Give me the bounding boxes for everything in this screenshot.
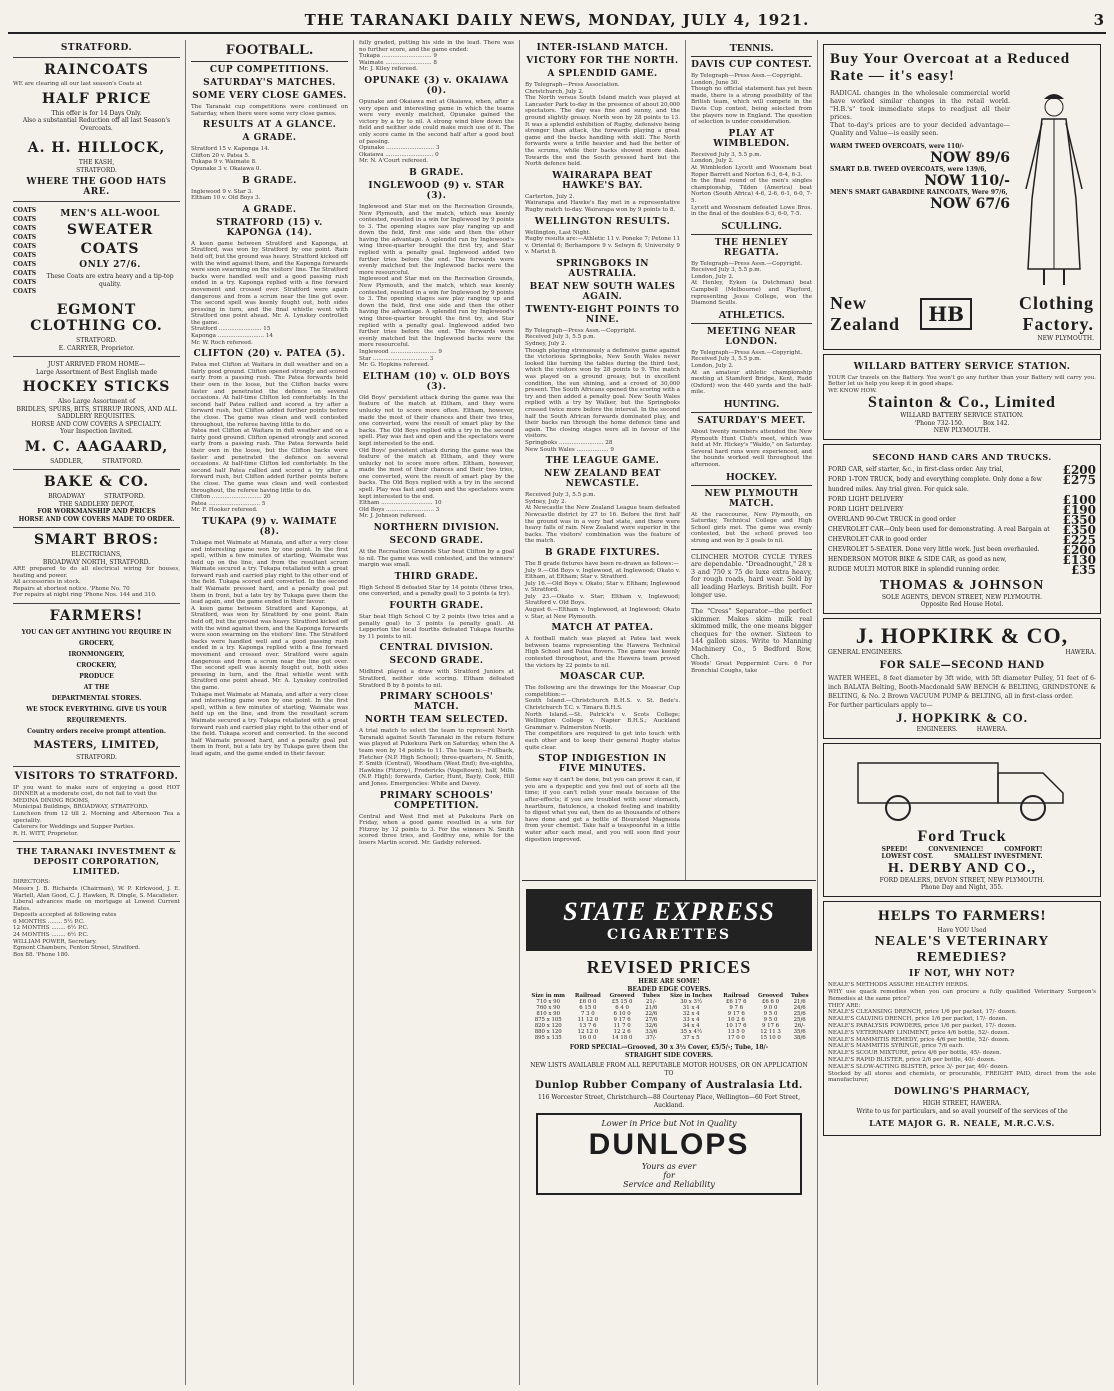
score: Tukapa ............................ 9 Waimate .......................... 8 Mr. J. Kiley refereed.: [359, 53, 437, 73]
cars-title: SECOND HAND CARS AND TRUCKS.: [872, 451, 1052, 462]
article-text: At the Recreation Grounds Star beat Clifton by a goal to nil. The game was well contested, and the winners' margin was small.: [359, 549, 514, 569]
subhead: VICTORY FOR THE NORTH.: [526, 56, 679, 66]
ford-truck-ad: [823, 743, 1101, 897]
neale-ad: [823, 901, 1101, 1136]
article-text: Old Boys' persistent attack during the game was the feature of the match at Eltham, and they were unlucky not to score more often. Eltham, however, made the most of their chances and their two tries, one converted, were the result of smart play by the backs. The Old Boys replied with a try in the second spell. Play was fast and open and the spectators were kept interested to the end.: [359, 394, 514, 447]
cars-ad: [823, 444, 1101, 614]
article-text: The Taranaki cup competitions were continued on Saturday, when there were some very close games.: [191, 104, 348, 117]
match-heading: TUKAPA (9) v. WAIMATE (8).: [202, 516, 337, 537]
article-text: Tukapa met Waimate at Manaia, and after a very close and interesting game won by one point. In the first spell, within a few minutes of starting, Waimate was held up on the line, and from the resultant scrum Waimate secured a try. Tukapa retaliated with a great forward rush and carried play right to the other end of the field. Tukapa scored and converted. In the second half Waimate pressed hard, and a penalty goal put them in front, but a late try by Tukapa gave them the lead again, and the game ended in their favour.: [191, 539, 348, 606]
thomas-johnson: THOMAS & JOHNSON: [879, 577, 1045, 593]
page-number: 3: [1093, 11, 1104, 29]
car-label: FORD LIGHT DELIVERY: [828, 495, 904, 503]
dunlop-ad: [536, 1113, 802, 1195]
cigarettes-label: CIGARETTES: [607, 927, 731, 943]
article-text: Central and West End met at Pukekura Park on Friday, when a good game resulted in a win for Fitzroy by 12 points to 3. For the winners N. Smith scored three tries, and Godfrey one, while for the losers Martin scored. Mr. Gadsby refereed.: [359, 813, 514, 846]
section-label: STRATFORD.: [60, 43, 133, 53]
state-express-ad: [526, 889, 812, 951]
subhead: A GRADE.: [242, 204, 297, 215]
egmont-name: EGMONT CLOTHING CO.: [30, 302, 163, 335]
article-text: Patea met Clifton at Waitara in dull weather and on a fairly good ground. Clifton opened strongly and scored early from a passing rush. The Patea forwards held their own in the loose, but the Clifton backs were faster and penetrated the defence on several occasions. At half-time Clifton led comfortably. In the second half Patea rallied and scored a try after a forward rush, but Clifton added further points before the close. The game was clean and well contested throughout, the referee having little to do.: [191, 362, 348, 428]
subhead: SOME VERY CLOSE GAMES.: [192, 91, 347, 101]
masthead: [8, 10, 1106, 34]
car-price: £200: [1062, 462, 1096, 477]
tyre-col-header: Railroad: [574, 993, 601, 999]
egmont-address: STRATFORD. E. CARRYER, Proprietor.: [58, 337, 135, 352]
subhead: MEETING NEAR LONDON.: [706, 326, 797, 347]
for-sale: FOR SALE—SECOND HAND: [879, 660, 1045, 672]
hb-location: NEW PLYMOUTH.: [1037, 335, 1094, 342]
overcoat-item: SMART D.B. TWEED OVERCOATS, were 139/6,: [830, 166, 987, 173]
overcoat-price: NOW 110/-: [924, 173, 1010, 189]
car-price: £275: [1062, 472, 1096, 487]
aagaard-name: M. C. AAGAARD,: [24, 438, 169, 455]
article-text: Tukapa met Waimate at Manaia, and after a very close and interesting game won by one point. In the first spell, within a few minutes of starting, Waimate was held up on the line, and from the resultant scrum Waimate secured a try. Tukapa retaliated with a great forward rush and carried play right to the other end of the field. Tukapa scored and converted. In the second half Waimate pressed hard, and a penalty goal put them in front, but a late try by Tukapa gave them the lead again, and the game ended in their favour.: [191, 691, 348, 757]
neale-title: NEALE'S VETERINARY REMEDIES?: [874, 934, 1050, 966]
subhead: B GRADE.: [242, 175, 297, 186]
aagaard-address: SADDLER, STRATFORD.: [50, 457, 143, 465]
hopkirk-sig: J. HOPKIRK & CO.: [896, 710, 1028, 726]
coats-heading: COATS: [80, 241, 140, 258]
overcoat-price: NOW 89/6: [930, 150, 1010, 166]
article-text: The North versus South Island match was played at Lancaster Park to-day in the presence of about 20,000 spectators. The day was fine and sunny, and the ground slightly greasy. North won by 28 points to 13. It was a splendid exhibition of Rugby, defensive being stronger than attack, the forwards playing a great game and the backs handling with skill. The North forwards were a trifle heavier and had the better of the scrums, while their backs showed more dash. Towards the end the South pressed hard but the North defence held.: [525, 95, 680, 168]
article-text: The following are the drawings for the Moascar Cup competition:— South Island.—Christchurch B.H.S. v. St. Bede's. Christchurch T.C. v. Timaru B.H.S. North Island.—St. Patrick's v. Scots College; Wellington College v. Napier B.H.S.; Auckland Grammar v. Palmerston North. The competitors are required to get into touch with each other and to keep their general Rugby status quite clear.: [525, 685, 680, 751]
article-text: Carterton, July 2. Wairarapa and Hawke's Bay met in a representative Rugby match to-day. Wairarapa won by 9 points to 8.: [525, 193, 680, 213]
farmers-heading: FARMERS!: [49, 608, 144, 625]
farmers-text: YOU CAN GET ANYTHING YOU REQUIRE IN GROCERY, IRONMONGERY, CROCKERY, PRODUCE AT THE DEPARTMENTAL STORES. WE STOCK EVERYTHING. GIVE US YOUR REQUIREMENTS. Country orders receive prompt attention.: [21, 629, 172, 736]
dunlop-tagline: Lower in Price but Not in Quality: [601, 1119, 737, 1128]
bake-address: BROADWAY STRATFORD. THE SADDLERY DEPOT,: [48, 493, 145, 508]
subhead: RESULTS AT A GLANCE.: [202, 120, 337, 131]
tyre-col-header: Grooved: [758, 993, 783, 999]
tyre-row: 875 x 105 11 12 0 9 17 6 27/6 33 x 4 10 2 6 9 5 0 25/6: [534, 1017, 806, 1023]
tyre-row: 760 x 90 6 15 0 6 4 0 21/6 31 x 4 9 7 6 9 0 0 24/6: [536, 1005, 806, 1011]
article-text: Midhirst played a draw with Stratford Juniors at Stratford, neither side scoring. Eltham defeated Stratford B by 8 points to nil.: [359, 669, 514, 689]
article-text: High School B defeated Star by 14 points (three tries, one converted, and a penalty goal) to 3 points (a try).: [359, 584, 514, 598]
tyre-row: 895 x 135 16 0 0 14 18 0 37/- 37 x 5 17 0 0 15 10 0 38/6: [534, 1035, 806, 1041]
clothing-factory: Clothing Factory.: [1018, 293, 1094, 334]
car-listing: [828, 562, 1096, 577]
article-text: fully graded, putting his side in the lead. There was no further score, and the game ended:: [359, 40, 514, 53]
car-listing: [828, 512, 1096, 527]
raincoats-heading: RAINCOATS: [44, 62, 149, 78]
offer-text: This offer is for 14 Days Only. Also a substantial Reduction off all last Season's Overcoats.: [22, 109, 171, 132]
article-text: Received July 3, 5.5 p.m. London, July 2. At Wimbledon Lycett and Woosnam beat Roper Barrett and Norton 6-3, 6-4, 6-3. In the final round of the men's singles championship, Tilden (America) beat Norton (South Africa) 4-6, 2-6, 6-1, 6-0, 7-5. Lycett and Woosnam defeated Lowe Bros. in the final of the doubles 6-3, 6-0, 7-5.: [691, 151, 812, 218]
subhead: NEW PLYMOUTH MATCH.: [704, 488, 799, 509]
car-label: FORD CAR, self starter, &c., in first-class order. Any trial,: [828, 465, 1004, 473]
sweater-heading: SWEATER: [66, 222, 154, 239]
tyre-col-header: Size in mm: [531, 993, 565, 999]
car-listing: [828, 532, 1096, 547]
article-text: A trial match to select the team to represent North Taranaki against South Taranaki in the return fixture was played at Pukekura Park on Saturday, when the A team won by 14 points to 11. The team is:—Fullback, Fletcher (N.P. High School); three-quarters, N. Smith, F. Smith (Central), Woodham (West End); five-eighths, Hawkins (Fitzroy), Fredericks (Vogeltown); half, Mills (N.P. High); forwards, Carter, Hunt, Bayly, Cook, Hill and Jones. Emergencies: White and Davey.: [359, 728, 514, 787]
article-text: A football match was played at Patea last week between teams representing the Hawera Technical High School and Patea Rovers. The game was keenly contested throughout, and the Hawera team proved the victors by 22 points to nil.: [525, 636, 680, 669]
article-text: The B grade fixtures have been re-drawn as follows:— July 9.—Old Boys v. Inglewood, at Inglewood; Okato v. Eltham, at Eltham; Star v. Stratford. July 16.—Old Boys v. Okato; Star v. Eltham; Inglewood v. Stratford. July 23.—Okato v. Star; Eltham v. Inglewood; Stratford v. Old Boys. August 6.—Eltham v. Inglewood, at Inglewood; Okato v. Star, at New Plymouth.: [525, 560, 680, 620]
article-text: Opunake and Okaiawa met at Okaiawa, when, after a very open and interesting game in which the teams were very evenly matched, Opunake gained the victory by a try to nil. A strong wind blew down the field and neither side could make much use of it. The only score came in the second half after a good bout of passing.: [359, 98, 514, 145]
article-text: By Telegraph—Press Assn.—Copyright. Received July 3, 5.5 p.m. London, July 2. At Henley, Eyken (a Dutchman) beat Campbell (Melbourne) and Playford, representing Jesus College, won the Diamond Sculls.: [691, 260, 812, 307]
masthead-title: THE TARANAKI DAILY NEWS, MONDAY, JULY 4, 1921.: [304, 11, 810, 29]
subhead: CUP COMPETITIONS.: [209, 65, 330, 75]
column-football-cont: [354, 40, 520, 1385]
raincoats-text: WE are clearing all our last season's Coats at: [13, 81, 142, 87]
tyre-row: 710 x 90 £6 0 0 £5 15 0 21/- 30 x 3½ £6 17 6 £6 6 0 21/6: [536, 999, 806, 1005]
subhead: DAVIS CUP CONTEST.: [691, 60, 812, 70]
ford-truck-sub: SPEED! CONVENIENCE! COMFORT! LOWEST COST. SMALLEST INVESTMENT.: [881, 845, 1043, 861]
masters-name: MASTERS, LIMITED,: [33, 740, 160, 752]
dowling-address: HIGH STREET, HAWERA. Write to us for particulars, and so avail yourself of the services of the: [856, 1100, 1068, 1115]
car-listing: [828, 522, 1096, 537]
subhead: THE LEAGUE GAME.: [545, 456, 660, 467]
results-list: Inglewood 9 v. Star 3. Eltham 10 v. Old Boys 3.: [191, 188, 261, 202]
match-heading: STRATFORD (15) v. KAPONGA (14).: [216, 217, 323, 238]
revised-sub: HERE ARE SOME! BEADED EDGE COVERS.: [627, 978, 711, 993]
smart-text: ARE prepared to do all electrical wiring for houses, heating and power. All accessories in stock. Repairs at shortest notice. 'Phone No. 70 For repairs at night ring 'Phone Nos. 144 and 310.: [13, 566, 180, 599]
overcoat-item: WARM TWEED OVERCOATS, were 110/-: [830, 143, 965, 150]
column-stratford-ads: [8, 40, 186, 1385]
hopkirk-name: J. HOPKIRK & CO,: [855, 622, 1069, 648]
article-text: Inglewood and Star met on the Recreation Grounds, New Plymouth, and the match, which was keenly contested, resulted in a win for Inglewood by 9 points to 3. The opening stages saw play ranging up and down the field, first one side and then the other having the advantage. A splendid run by Inglewood's wing three-quarter brought the first try, and Star replied with a penalty goal. Inglewood added two further tries before the end. The forwards were evenly matched but the Inglewood backs were the more resourceful.: [359, 276, 514, 349]
subhead: SATURDAY'S MATCHES.: [203, 78, 336, 88]
subhead: SECOND GRADE.: [389, 536, 484, 547]
score: Clifton ............................ 20 Patea ............................. 5 Mr. F. Hooker refereed.: [191, 494, 271, 514]
article-text: Wellington, Last Night. Rugby results are:—Athletic 11 v. Poneke 7; Petone 11 v. Oriental 6; Berhampore 9 v. Selwyn 8; University 9 v. Marist 8.: [525, 229, 680, 256]
subhead: NORTHERN DIVISION.: [373, 523, 500, 534]
subhead: A SPLENDID GAME.: [547, 69, 658, 79]
smart-sub: ELECTRICIANS, BROADWAY NORTH, STRATFORD.: [42, 551, 151, 566]
willard-text: YOUR Car travels on the Battery. You won't go any further than your Battery will carry you. Better let us help you keep it in good shape. WE KNOW HOW.: [828, 374, 1096, 394]
article-text: Received July 3, 5.5 p.m. Sydney, July 2. At Newcastle the New Zealand League team defeated Newcastle district by 27 to 16. Before the first half the ground was in a very bad state, and there were heavy falls of rain. New Zealand were superior in the backs. The visitors' combination was the feature of the match.: [525, 492, 680, 545]
car-label: CHEVROLET 5-SEATER. Done very little work. Just been overhauled.: [828, 545, 1040, 553]
masters-address: STRATFORD.: [76, 754, 117, 762]
half-price-heading: HALF PRICE: [41, 90, 152, 107]
dateline: By Telegraph—Press Assn.—Copyright. London, June 30.: [691, 73, 803, 86]
visitors-text: IF you want to make sure of enjoying a good HOT DINNER at a moderate cost, do not fail to visit the MEDINA DINING ROOMS, Municipal Buildings, BROADWAY, STRATFORD. Luncheon from 12 till 2. Morning and Afternoon Tea a speciality. Caterers for Weddings and Supper Parties. R. H. WITT, Proprietor.: [13, 784, 180, 837]
subhead: NEW ZEALAND BEAT NEWCASTLE.: [544, 469, 661, 490]
subhead: PLAY AT WIMBLEDON.: [713, 128, 790, 149]
subhead: B GRADE FIXTURES.: [545, 547, 660, 558]
car-listing: [828, 462, 1096, 477]
subhead: PRIMARY SCHOOLS' COMPETITION.: [379, 790, 494, 811]
tyre-col-header: Railroad: [723, 993, 750, 999]
car-listing: [828, 552, 1096, 567]
car-label: OVERLAND 90-Cwt TRUCK in good order: [828, 515, 956, 523]
car-label: HENDERSON MOTOR BIKE & SIDE CAR, as good as new,: [828, 555, 1007, 563]
hopkirk-town: HAWERA.: [1065, 648, 1096, 656]
car-price: £35: [1070, 562, 1096, 577]
dateline: By Telegraph—Press Association. Christchurch, July 2.: [525, 82, 620, 95]
subhead: THE HENLEY REGATTA.: [714, 237, 789, 258]
new-lists: NEW LISTS AVAILABLE FROM ALL REPUTABLE MOTOR HOUSES, OR ON APPLICATION TO: [530, 1062, 808, 1077]
score: Eltham ............................. 10 Old Boys ........................... 3 Mr. J. Johnson refereed.: [359, 500, 442, 520]
article-text: At the racecourse, New Plymouth, on Saturday, Technical College and High School girls met. The game was evenly contested, but the school proved too strong and won by 3 goals to nil.: [691, 511, 812, 544]
bake-text: FOR WORKMANSHIP AND PRICES HORSE AND COW COVERS MADE TO ORDER.: [18, 508, 175, 523]
hockey-section: HOCKEY.: [691, 471, 812, 486]
just-arrived: JUST ARRIVED FROM HOME— Large Assortment of Best English made: [35, 361, 158, 376]
dateline: By Telegraph—Press Assn.—Copyright. Received July 3, 5.5 p.m. Sydney, July 2.: [525, 327, 637, 348]
subhead: INTER-ISLAND MATCH.: [536, 43, 669, 53]
subhead: PRIMARY SCHOOLS' MATCH.: [379, 692, 494, 713]
sweater-pre: MEN'S ALL-WOOL: [60, 209, 160, 220]
hockey-sticks: HOCKEY STICKS: [22, 379, 171, 396]
overcoat-title: Buy Your Overcoat at a Reduced Rate — it's easy!: [830, 51, 1071, 84]
subhead: WELLINGTON RESULTS.: [534, 216, 671, 227]
car-price: £200: [1062, 542, 1096, 557]
subhead: FOURTH GRADE.: [389, 601, 484, 611]
stainton-name: Stainton & Co., Limited: [868, 394, 1056, 412]
hats-tagline: WHERE THE GOOD HATS ARE.: [26, 177, 167, 198]
derby-sub: FORD DEALERS, DEVON STREET, NEW PLYMOUTH. Phone Day and Night, 355.: [879, 876, 1045, 892]
car-listing: [828, 502, 1096, 517]
car-label: CHEVROLET CAR—Only been used for demonstrating. A real Bargain at: [828, 525, 1050, 533]
willard-title: WILLARD BATTERY SERVICE STATION.: [853, 361, 1071, 372]
match-heading: OPUNAKE (3) v. OKAIAWA (0).: [364, 75, 509, 96]
hopkirk-ad: [823, 618, 1101, 739]
dunlops-logo: DUNLOPS: [588, 1128, 750, 1161]
taranaki-heading: THE TARANAKI INVESTMENT & DEPOSIT CORPORATION, LIMITED.: [16, 846, 177, 877]
hopkirk-footer: ENGINEERS. HAWERA.: [916, 726, 1008, 734]
bake-name: BAKE & CO.: [43, 474, 150, 491]
clincher-ad: CLINCHER MOTOR CYCLE TYRES are dependable. "Dreadnought," 28 x 3 and 750 x 75 de luxe extra heavy, for rough roads, hard wear. Sold by all leading Harleys. British built. For longer use.: [691, 552, 812, 599]
tyre-row: 880 x 120 12 12 0 12 2 6 33/6 35 x 4½ 13 5 0 12 11 3 35/6: [534, 1029, 806, 1035]
hockey-sub: Also Large Assortment of BRIDLES, SPURS, BITS, STIRRUP IRONS, AND ALL SADDLERY REQUISITES. HORSE AND COW COVERS A SPECIALTY. Your Inspection Invited.: [16, 398, 177, 436]
car-price: £350: [1062, 512, 1096, 527]
article-text: Though no official statement has yet been made, there is a strong possibility of the British team, which will compete in the Davis Cup contest, being selected from the players now in England. The question of selection is under consideration.: [691, 86, 812, 126]
tyre-col-header: Tubes: [642, 993, 661, 999]
tyre-col-header: Grooved: [609, 993, 635, 999]
dunlop-company: Dunlop Rubber Company of Australasia Ltd.: [535, 1080, 803, 1091]
man-in-overcoat-illustration: [1014, 89, 1094, 289]
subhead: MOASCAR CUP.: [559, 672, 646, 683]
tennis-section: TENNIS.: [691, 42, 812, 57]
subhead: SATURDAY'S MEET.: [697, 416, 806, 426]
subhead: A GRADE.: [242, 133, 297, 144]
subhead: BEAT NEW SOUTH WALES AGAIN.: [529, 281, 676, 302]
coats-list: COATS COATS COATS COATS COATS COATS COATS COATS COATS COATS: [13, 207, 37, 296]
car-price: £225: [1062, 532, 1096, 547]
sweater-price: ONLY 27/6.: [79, 260, 141, 271]
revised-prices: REVISED PRICES: [586, 957, 752, 977]
match-heading: CLIFTON (20) v. PATEA (5).: [193, 349, 346, 360]
subhead: B GRADE.: [409, 167, 464, 178]
article-text: About twenty members attended the New Plymouth Hunt Club's meet, which was held at Mr. Hickey's "Waldo," on Saturday. Several hard runs were experienced, and the hounds worked well throughout the afternoon.: [691, 429, 812, 468]
score: Inglewood .......................... 9 Star ............................... 3 Mr. G. Hopkins refereed.: [359, 348, 442, 369]
article-text: Old Boys' persistent attack during the game was the feature of the match at Eltham, and they were unlucky not to score more often. Eltham, however, made the most of their chances and their two tries, one converted, were the result of smart play by the backs. The Old Boys replied with a try in the second spell. Play was fast and open and the spectators were kept interested to the end.: [359, 447, 514, 500]
athletics-section: ATHLETICS.: [691, 309, 812, 324]
tyre-row: 820 x 120 13 7 6 11 7 0 32/6 34 x 4 10 17 6 9 17 6 26/-: [534, 1023, 805, 1029]
for-sale-text: WATER WHEEL, 8 feet diameter by 3ft wide, with 5ft diameter Pulley, 51 feet of 6-inch BALATA Belting, Booth-Macdonald SAW BENCH & BELTING, GRINDSTONE & BELTING, & No. 2 Brown VACUUM PUMP & BELTING, all in first-class order. For further particulars apply to—: [828, 675, 1096, 710]
willard-ad: [823, 354, 1101, 440]
stainton-sub: WILLARD BATTERY SERVICE STATION. 'Phone 732-150. Box 142. NEW PLYMOUTH.: [900, 412, 1024, 435]
article-text: Inglewood and Star met on the Recreation Grounds, New Plymouth, and the match, which was keenly contested, resulted in a win for Inglewood by 9 points to 3. The opening stages saw play ranging up and down the field, first one side and then the other having the advantage. A splendid run by Inglewood's wing three-quarter brought the first try, and Star replied with a penalty goal. Inglewood added two further tries before the end. The forwards were evenly matched but the Inglewood backs were the more resourceful.: [359, 203, 514, 276]
overcoat-price: NOW 67/6: [930, 196, 1010, 212]
score: Stratford ........................ 15 Kaponga .......................... 14 Mr. W. Roch refereed.: [191, 326, 273, 346]
football-section: FOOTBALL.: [191, 42, 348, 62]
car-listing: [828, 472, 1096, 495]
car-label: FORD 1-TON TRUCK, body and everything complete. Only done a few hundred miles. Any trial given. For quick sale.: [828, 475, 1042, 493]
article-text: A keen game between Stratford and Kaponga, at Stratford, was won by Stratford by one point. Rain held off, but the ground was heavy. Stratford kicked off with the wind against them, and the Kaponga forwards were soon swarming on the visitors' line. The Stratford backs were handled well and a good passing rush ended in a try. Kaponga replied with a fine forward movement and crossed over. Stratford were again dangerous and from a scrum near the line got over. The second spell was keenly fought out, both sides pressing in turn, and the final whistle went with Stratford one point ahead. Mr. A. Lynskey controlled the game.: [191, 605, 348, 691]
car-listing: [828, 492, 1096, 507]
subhead: THIRD GRADE.: [394, 571, 479, 582]
cress-ad: The "Cress" Separator—the perfect skimmer. Makes skim milk real skimmed milk, the one means bigger cheques for the owner. Sixteen to 144 gallon sizes. Write to Manning Machinery Co., 5 Bedford Row, Chch.: [691, 607, 812, 661]
match-heading: ELTHAM (10) v. OLD BOYS (3).: [362, 371, 511, 392]
hopkirk-type: GENERAL ENGINEERS.: [828, 648, 903, 656]
tyre-row: 810 x 90 7 3 0 6 10 0 22/6 32 x 4 9 17 6 9 5 0 25/6: [536, 1011, 806, 1017]
tyre-col-header: Tubes: [790, 993, 809, 999]
subhead: CENTRAL DIVISION.: [379, 643, 494, 654]
car-listing: [828, 542, 1096, 557]
cars-list: [828, 462, 1096, 577]
hillock-address: THE KASH, STRATFORD.: [76, 159, 117, 174]
hunting-section: HUNTING.: [691, 398, 812, 413]
overcoat-ad: [823, 44, 1101, 350]
score: Opunake ........................... 3 Okaiawa ........................... 0 Mr. N. A'Court refereed.: [359, 145, 440, 165]
hb-logo: HB: [920, 298, 972, 330]
tyre-price-table: [526, 993, 812, 1041]
woods-ad: Woods' Great Peppermint Cure. 6 For Bronchial Coughs, take: [691, 661, 812, 674]
car-price: £130: [1062, 552, 1096, 567]
match-heading: INGLEWOOD (9) v. STAR (3).: [368, 180, 505, 201]
neale-text: NEALE'S METHODS ASSURE HEALTHY HERDS. WHY use quack remedies when you can procure a fully qualified Veterinary Surgeon's Remedies at the same price? THEY ARE: NEALE'S CLEANSING DRENCH, price 1/6 per packet, 17/- dozen. NEALE'S CALVING DRENCH, price 1/6 per packet, 17/- dozen. NEALE'S PARALYSIS POWDERS, price 1/6 per packet, 17/- dozen. NEALE'S VETERINARY LINIMENT, price 4/6 bottle, 52/- dozen. NEALE'S MAMMITIS REMEDY, price 4/6 per bottle, 52/- dozen. NEALE'S MAMMITIS SYRINGE, price 7/6 each. NEALE'S SCOUR MIXTURE, price 4/6 per bottle, 45/- dozen. NEALE'S RAPID BLISTER, price 2/6 per bottle, 40/- dozen. NEALE'S SLOW-ACTING BLISTER, price 3/- per jar, 40/- dozen. Stocked by all stores and chemists, or procurable, FREIGHT PAID, direct from the sole manufacturer;: [828, 982, 1096, 1084]
car-label: RUDGE MULTI MOTOR BIKE in splendid running order.: [828, 565, 1000, 573]
have-used: Have YOU Used: [937, 926, 987, 934]
column-football: [186, 40, 354, 1385]
subhead: SECOND GRADE.: [389, 656, 484, 667]
coats-note: These Coats are extra heavy and a tip-top quality.: [46, 273, 174, 288]
article-text: Though playing strenuously a defensive game against the victorious Springboks, New South Wales never looked like turning the tables during the third test, which the visitors won by 28 points to 9. The match was played on a ground greasy, but in excellent condition, the sun shining, and a crowd of 30,000 present. The South Africans opened the scoring with a try and then added a penalty goal. New South Wales replied with a try by Walker, but the Springboks crossed twice more before the interval. In the second half the South African forwards dominated play, and their backs ran through the home defence time and again. The closing stages were all in favour of the visitors.: [525, 347, 681, 440]
subhead: NORTH TEAM SELECTED.: [364, 715, 509, 726]
hillock-name: A. H. HILLOCK,: [27, 140, 166, 157]
dowling-name: DOWLING'S PHARMACY,: [893, 1087, 1031, 1098]
dunlop-service: Yours as ever for Service and Reliability: [623, 1162, 715, 1189]
visitors-heading: VISITORS TO STRATFORD.: [14, 770, 179, 782]
car-price: £190: [1062, 502, 1096, 517]
straight-side: STRAIGHT SIDE COVERS.: [625, 1051, 713, 1059]
taranaki-text: DIRECTORS: Messrs J. B. Richards (Chairman), W. P. Kirkwood, J. E. Wartell, Alan Good, C. J. Hawken, R. Dingle, S. Macalister. Liberal advances made on mortgage at Lowest Current Rates. Deposits accepted at following rates 6 MONTHS ........ 5½ P.C. 12 MONTHS ........ 6½ P.C. 24 MONTHS ........ 6½ P.C. WILLIAM POWER, Secretary. Egmont Chambers, Fenton Street, Stratford. Box 88. 'Phone 180.: [13, 879, 180, 958]
thomas-sub: SOLE AGENTS, DEVON STREET, NEW PLYMOUTH. Opposite Red House Hotel.: [881, 593, 1043, 609]
ford-truck-title: Ford Truck: [917, 827, 1007, 845]
if-not: IF NOT, WHY NOT?: [909, 969, 1015, 980]
car-label: CHEVROLET CAR in good order: [828, 535, 927, 543]
score: Springboks ......................... 28 New South Wales .................. 9: [525, 439, 614, 453]
helps-heading: HELPS TO FARMERS!: [877, 908, 1047, 924]
smart-name: SMART BROS:: [33, 532, 160, 549]
column-ads: [818, 40, 1106, 1385]
overcoat-text: RADICAL changes in the wholesale commercial world have worked similar changes in the retail world. "H.B.'s" took immediate steps to readjust all their prices. That to-day's prices are to your decided advantage—Quality and Value—is easily seen.: [830, 89, 1010, 137]
article-text: A keen game between Stratford and Kaponga, at Stratford, was won by Stratford by one point. Rain held off, but the ground was heavy. Stratford kicked off with the wind against them, and the Kaponga forwards were soon swarming on the visitors' line. The Stratford backs were handled well and a good passing rush ended in a try. Kaponga replied with a fine forward movement and crossed over. Stratford were again dangerous and from a scrum near the line got over. The second spell was keenly fought out, both sides pressing in turn, and the final whistle went with Stratford one point ahead. Mr. A. Lynskey controlled the game.: [191, 240, 348, 326]
subhead: SPRINGBOKS IN AUSTRALIA.: [556, 258, 649, 279]
new-zealand: New Zealand: [830, 293, 901, 334]
derby-name: H. DERBY AND CO.,: [888, 860, 1036, 876]
ford-special: FORD SPECIAL—Grooved, 30 x 3½ Cover, £5/5/-; Tube, 18/-: [569, 1044, 769, 1051]
subhead: TWENTY-EIGHT POINTS TO NINE.: [525, 304, 680, 325]
article-text: Some say it can't be done, but you can prove it can, if you are a dyspeptic and you feel out of sorts all the time; if you can't relish your meals because of the after-effects; if you are troubled with sour stomach, heartburn, flatulence, a choked feeling and inability to digest what you eat, then do as thousands of others have done and get a bottle of Bisurated Magnesia from your chemist. Take half a teaspoonful in a little water after each meal, and you will soon find your digestion improved.: [525, 777, 680, 843]
overcoat-item: MEN'S SMART GABARDINE RAINCOATS, Were 97/6,: [830, 189, 1008, 196]
state-express-name: STATE EXPRESS: [563, 897, 775, 926]
truck-illustration: [828, 748, 1098, 828]
neale-signature: LATE MAJOR G. R. NEALE, M.R.C.V.S.: [869, 1118, 1055, 1129]
advert-block: [522, 880, 816, 1385]
sculling-section: SCULLING.: [691, 220, 812, 235]
article-text: Patea met Clifton at Waitara in dull weather and on a fairly good ground. Clifton opened strongly and scored early from a passing rush. The Patea forwards held their own in the loose, but the Clifton backs were faster and penetrated the defence on several occasions. At half-time Clifton led comfortably. In the second half Patea rallied and scored a try after a forward rush, but Clifton added further points before the close. The game was clean and well contested throughout, the referee having little to do.: [191, 428, 348, 494]
subhead: MATCH AT PATEA.: [551, 623, 654, 634]
subhead: STOP INDIGESTION IN FIVE MINUTES.: [538, 754, 667, 775]
article-text: By Telegraph—Press Assn.—Copyright. Received July 3, 5.5 p.m. London, July 2. At an amateur athletic championship meeting at Stamford Bridge, Kent, Rudd (Oxford) won the 440 yards and the half-mile.: [691, 349, 812, 396]
dunlop-address: 116 Worcester Street, Christchurch—88 Courtenay Place, Wellington—60 Fort Street, Auckland.: [538, 1094, 800, 1109]
car-label: FORD LIGHT DELIVERY: [828, 505, 904, 513]
car-price: £350: [1062, 522, 1096, 537]
article-text: Star beat High School C by 2 points (two tries and a penalty goal) to 3 points (a penalty goal). At Lepperton the local fourths defeated Tukapa fourths by 11 points to nil.: [359, 614, 514, 640]
subhead: WAIRARAPA BEAT HAWKE'S BAY.: [552, 170, 653, 191]
results-list: Stratford 15 v. Kaponga 14. Clifton 20 v. Patea 5. Tukapa 9 v. Waimate 8. Opunake 3 v. Okaiawa 0.: [191, 146, 270, 172]
car-price: £100: [1062, 492, 1096, 507]
tyre-col-header: Size in Inches: [670, 993, 713, 999]
